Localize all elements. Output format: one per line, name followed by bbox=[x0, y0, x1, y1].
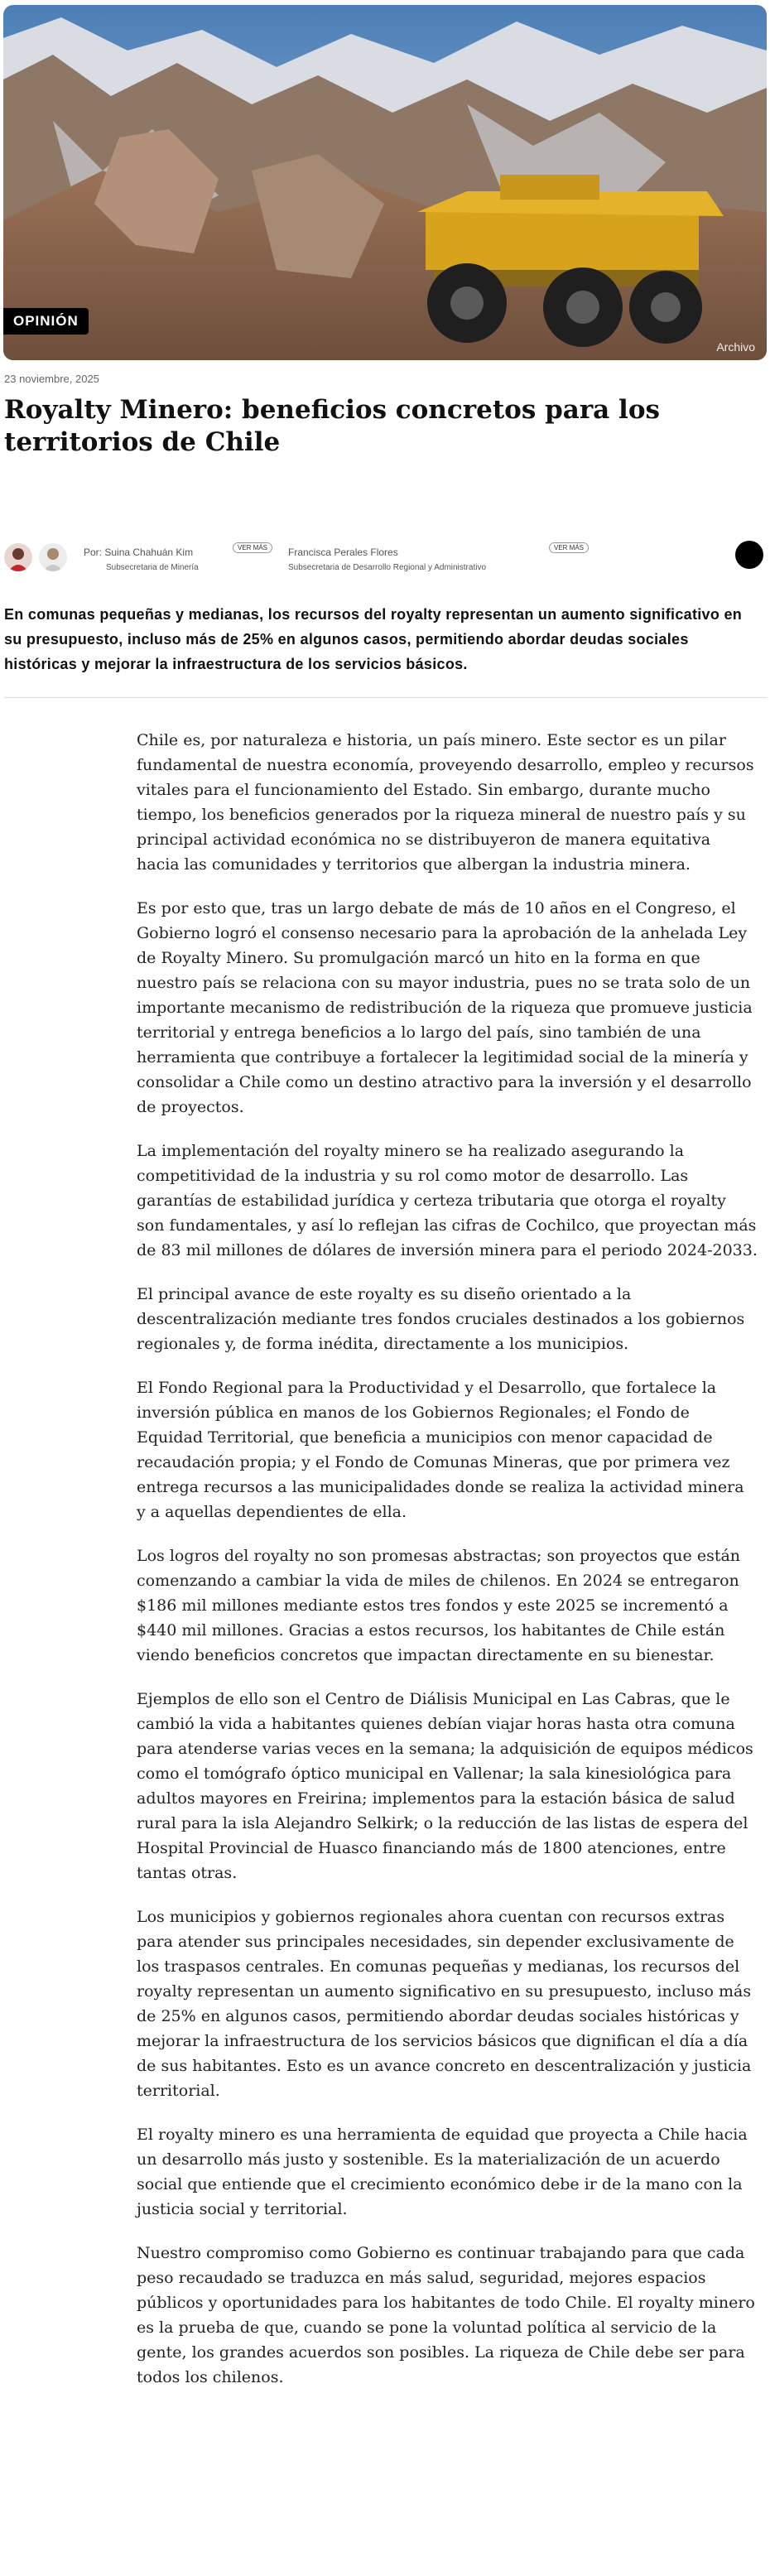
image-credit: Archivo bbox=[716, 340, 755, 354]
body-paragraph: Los logros del royalty no son promesas abstractas; son proyectos que están comenzando a cambiar la vida de miles de chilenos. En 2024 se entregaron $186 mil millones mediante estos tres fondos y este 2025 se incrementó a $440 mil millones. Gracias a estos recursos, los habitantes de Chile están viendo beneficios concretos que impactan directamente en su bienestar. bbox=[137, 1547, 741, 1664]
body-paragraph: Ejemplos de ello son el Centro de Diálisis Municipal en Las Cabras, que le cambió la vida a habitantes quienes debían viajar horas hasta otra comuna para atenderse varias veces en la semana; la adquisición de equipos médicos como el tomógrafo óptico municipal en Vallenar; la sala kinesiológica para adultos mayores en Freirina; implementos para la estación básica de salud rural para la isla Alejandro Selkirk; o la reducción de las listas de espera del Hospital Provincial de Huasco financiando más de 1800 atenciones, entre tantas otras. bbox=[137, 1690, 753, 1882]
body-paragraph: Los municipios y gobiernos regionales ahora cuentan con recursos extras para atender sus principales necesidades, sin depender exclusivamente de los traspasos centrales. En comunas pequeñas y medianas, los recursos del royalty representan un aumento significativo en su presupuesto, incluso más de 25% en algunos casos, permitiendo abordar deudas sociales históricas y mejorar la infraestructura de los servicios básicos que dignifican el día a día de sus habitantes. Esto es un avance concreto en descentralización y justicia territorial. bbox=[137, 1908, 752, 2100]
share-button[interactable] bbox=[735, 541, 763, 569]
author-role: Subsecretaria de Desarrollo Regional y Administrativo bbox=[288, 563, 487, 572]
author-2 bbox=[288, 546, 486, 572]
ver-mas-button[interactable]: VER MÁS bbox=[233, 542, 272, 553]
author-name[interactable]: Francisca Perales Flores bbox=[288, 546, 398, 558]
body-paragraph: La implementación del royalty minero se ha realizado asegurando la competitividad de la industria y su rol como motor de desarrollo. Las garantías de estabilidad jurídica y certeza tributaria que otorga el royalty son fundamentales, y así lo reflejan las cifras de Cochilco, que proyectan más de 83 mil millones de dólares de inversión minera para el periodo 2024-2033. bbox=[137, 1142, 758, 1259]
hero-image bbox=[3, 5, 767, 360]
body-paragraph: El Fondo Regional para la Productividad y el Desarrollo, que fortalece la inversión pública en manos de los Gobiernos Regionales; el Fondo de Equidad Territorial, que beneficia a municipios con menor capacidad de recaudación propia; y el Fondo de Comunas Mineras, que por primera vez entrega recursos a las municipalidades donde se realiza la actividad minera y a aquellas dependientes de ella. bbox=[137, 1379, 744, 1521]
divider bbox=[4, 697, 768, 698]
author-name[interactable]: Suina Chahuán Kim bbox=[104, 546, 194, 558]
ver-mas-button[interactable]: VER MÁS bbox=[549, 542, 589, 553]
author-photo-icon bbox=[39, 543, 67, 571]
avatar[interactable] bbox=[39, 543, 67, 571]
author-photo-icon bbox=[4, 543, 32, 571]
mining-truck-image bbox=[3, 5, 767, 360]
body-paragraph: El principal avance de este royalty es su diseño orientado a la descentralización mediante tres fondos cruciales destinados a los gobiernos regionales y, de forma inédita, directamente a los municipios. bbox=[137, 1285, 745, 1353]
body-paragraph: Nuestro compromiso como Gobierno es continuar trabajando para que cada peso recaudado se traduzca en más salud, seguridad, mejores espacios públicos y oportunidades para los habitantes de todo Chile. El royalty minero es la prueba de que, cuando se pone la voluntad política al servicio de la gente, los grandes acuerdos son posibles. La riqueza de Chile debe ser para todos los chilenos. bbox=[137, 2244, 755, 2386]
author-role: Subsecretaria de Minería bbox=[106, 563, 199, 572]
body-paragraph: Es por esto que, tras un largo debate de más de 10 años en el Congreso, el Gobierno logró el consenso necesario para la aprobación de la anhelada Ley de Royalty Minero. Su promulgación marcó un hito en la forma en que nuestro país se relaciona con su mayor industria, pues no se trata solo de un importante mecanismo de redistribución de la riqueza que promueve justicia territorial y entrega beneficios a lo largo del país, sino también de una herramienta que contribuye a fortalecer la legitimidad social de la minería y consolidar a Chile como un destino atractivo para la inversión y el desarrollo de proyectos. bbox=[137, 899, 753, 1116]
opinion-badge: OPINIÓN bbox=[3, 308, 89, 335]
body-paragraph: Chile es, por naturaleza e historia, un país minero. Este sector es un pilar fundamental de nuestra economía, proveyendo desarrollo, empleo y recursos vitales para el funcionamiento del Estado. Sin embargo, durante mucho tiempo, los beneficios generados por la riqueza mineral de nuestro país y su principal actividad económica no se distribuyeron de manera equitativa hacia las comunidades y territorios que albergan la industria minera. bbox=[137, 731, 754, 874]
author-1 bbox=[84, 546, 199, 572]
body-paragraph: El royalty minero es una herramienta de equidad que proyecta a Chile hacia un desarrollo más justo y sostenible. Es la materialización de un acuerdo social que entiende que el crecimiento económico debe ir de la mano con la justicia social y territorial. bbox=[137, 2126, 748, 2218]
article-body bbox=[137, 728, 758, 2409]
article-title: Royalty Minero: beneficios concretos para los territorios de Chile bbox=[4, 395, 660, 457]
article-lead: En comunas pequeñas y medianas, los recursos del royalty representan un aumento significativo en su presupuesto, incluso más de 25% en algunos casos, permitiendo abordar deudas sociales históricas y mejorar la infraestructura de los servicios básicos. bbox=[4, 606, 743, 672]
author-prefix: Por: bbox=[84, 546, 103, 558]
avatar[interactable] bbox=[4, 543, 32, 571]
publish-date: 23 noviembre, 2025 bbox=[4, 373, 99, 385]
authors-bar bbox=[4, 538, 766, 575]
